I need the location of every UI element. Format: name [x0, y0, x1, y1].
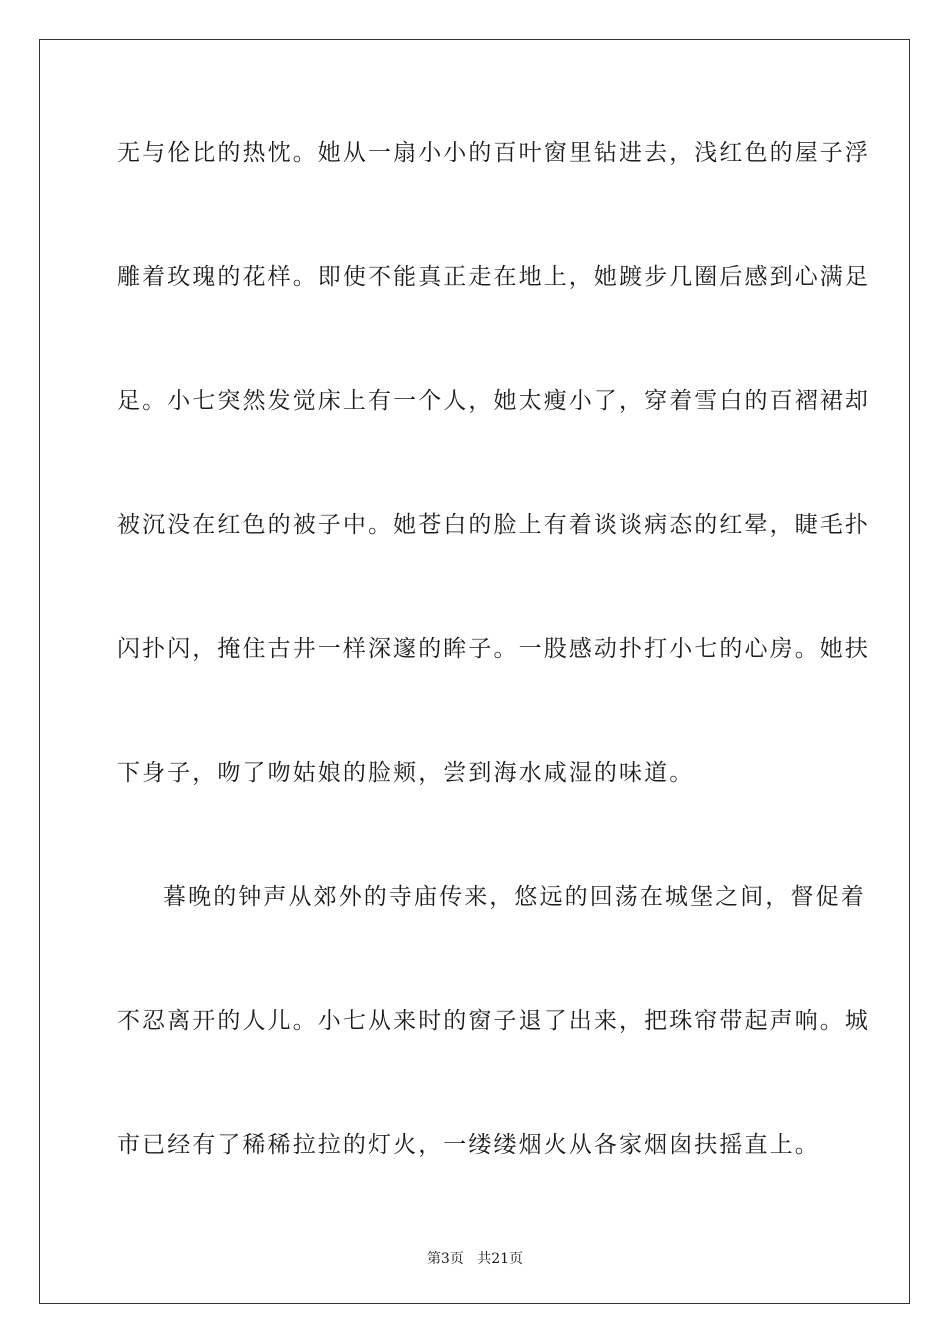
paragraph-line: 被沉没在红色的被子中。她苍白的脸上有着谈谈病态的红晕，睫毛扑	[117, 512, 870, 538]
paragraph-line: 暮晚的钟声从郊外的寺庙传来，悠远的回荡在城堡之间，督促着	[163, 884, 866, 910]
page-footer	[0, 1248, 950, 1268]
paragraph-line: 闪扑闪，掩住古井一样深邃的眸子。一股感动扑打小七的心房。她扶	[117, 636, 870, 662]
paragraph-line: 下身子，吻了吻姑娘的脸颊，尝到海水咸湿的味道。	[117, 760, 695, 786]
paragraph-line: 无与伦比的热忱。她从一扇小小的百叶窗里钻进去，浅红色的屋子浮	[117, 140, 870, 166]
paragraph-line: 足。小七突然发觉床上有一个人，她太瘦小了，穿着雪白的百褶裙却	[117, 388, 870, 414]
paragraph-line: 雕着玫瑰的花样。即使不能真正走在地上，她踱步几圈后感到心满足	[117, 264, 870, 290]
page-number: 第3页	[426, 1251, 464, 1267]
page-border	[39, 39, 910, 1304]
paragraph-line: 不忍离开的人儿。小七从来时的窗子退了出来，把珠帘带起声响。城	[117, 1008, 870, 1034]
page-total: 共21页	[477, 1251, 524, 1267]
paragraph-line: 市已经有了稀稀拉拉的灯火，一缕缕烟火从各家烟囱扶摇直上。	[117, 1132, 820, 1158]
